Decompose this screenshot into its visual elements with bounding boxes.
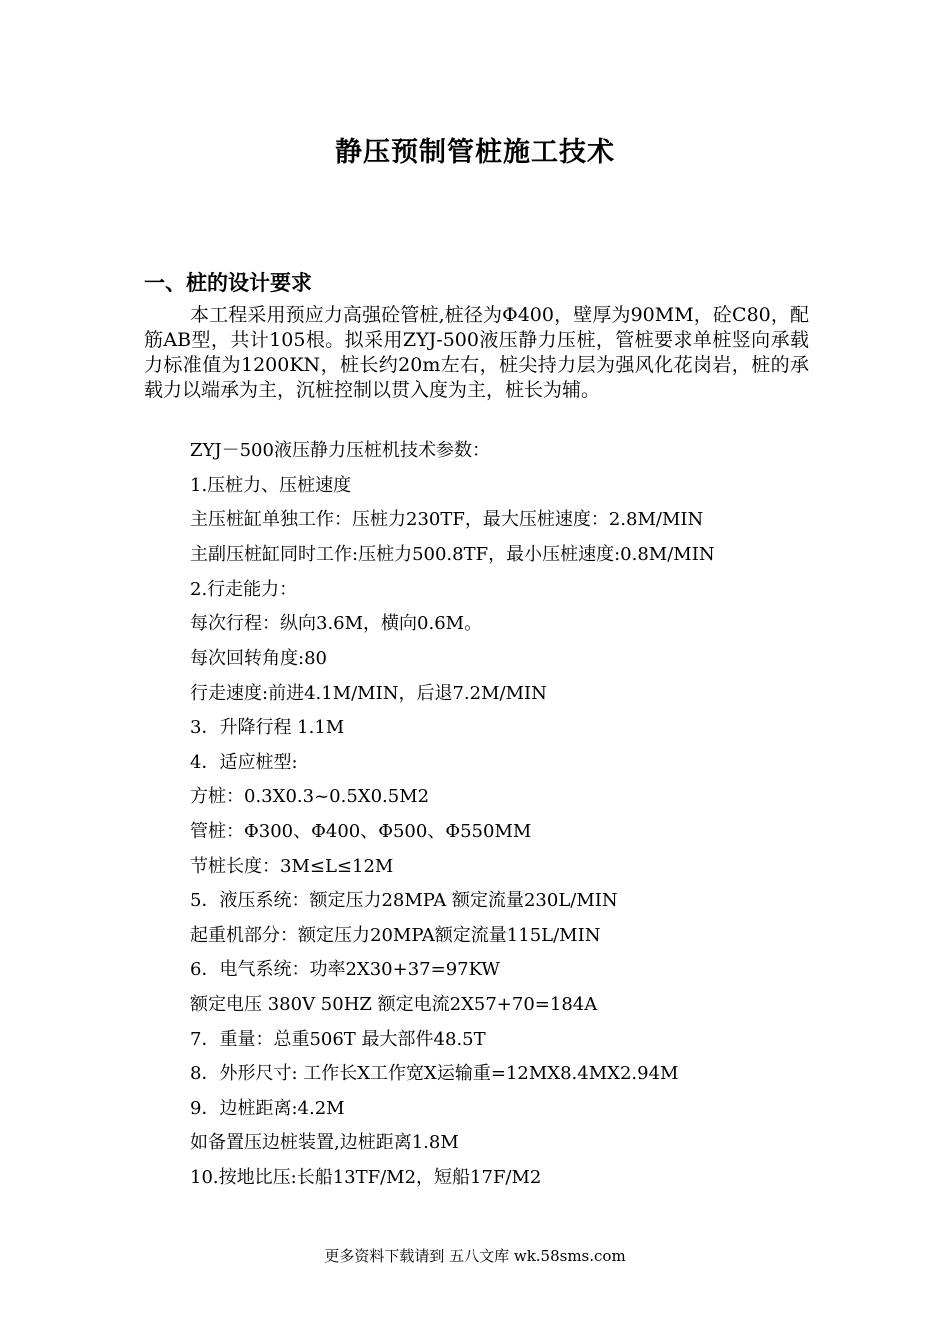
spec-line: 4．适应桩型: bbox=[190, 751, 298, 773]
spec-line: 节桩长度：3M≤L≤12M bbox=[190, 855, 394, 877]
spec-line: 主压桩缸单独工作：压桩力230TF，最大压桩速度：2.8M/MIN bbox=[190, 509, 704, 531]
spec-line: 起重机部分：额定压力20MPA额定流量115L/MIN bbox=[190, 924, 601, 946]
spec-line: 6．电气系统：功率2X30+37=97KW bbox=[190, 959, 500, 981]
spec-line: 1.压桩力、压桩速度 bbox=[190, 474, 352, 496]
spec-line: 每次行程：纵向3.6M，横向0.6M。 bbox=[190, 613, 483, 635]
spec-line: ZYJ－500液压静力压桩机技术参数： bbox=[190, 440, 490, 461]
spec-line: 9．边桩距离:4.2M bbox=[190, 1097, 345, 1119]
spec-line: 每次回转角度:80 bbox=[190, 647, 327, 669]
spec-line: 3．升降行程 1.1M bbox=[190, 717, 345, 739]
spec-line: 7．重量：总重506T 最大部件48.5T bbox=[190, 1028, 486, 1050]
spec-list bbox=[144, 434, 784, 1195]
spec-line: 额定电压 380V 50HZ 额定电流2X57+70=184A bbox=[190, 993, 598, 1015]
spec-line: 10.按地比压:长船13TF/M2，短船17F/M2 bbox=[190, 1166, 542, 1188]
spec-line: 行走速度:前进4.1M/MIN，后退7.2M/MIN bbox=[190, 682, 547, 704]
section-heading: 一、桩的设计要求 bbox=[144, 270, 312, 295]
spec-line: 主副压桩缸同时工作:压桩力500.8TF，最小压桩速度:0.8M/MIN bbox=[190, 543, 715, 565]
document-title: 静压预制管桩施工技术 bbox=[335, 137, 615, 168]
spec-line: 方桩：0.3X0.3~0.5X0.5M2 bbox=[190, 786, 430, 808]
spec-line: 如备置压边桩装置,边桩距离1.8M bbox=[190, 1132, 459, 1154]
intro-paragraph: 本工程采用预应力高强砼管桩,桩径为Φ400，壁厚为90MM，砼C80，配筋AB型，共计105根。拟采用ZYJ-500液压静力压桩，管桩要求单桩竖向承载力标准值为1200KN，桩长约20m左右，桩尖持力层为强风化花岗岩，桩的承载力以端承为主，沉桩控制以贯入度为主，桩长为辅。 bbox=[144, 304, 809, 401]
spec-line: 5．液压系统：额定压力28MPA 额定流量230L/MIN bbox=[190, 890, 618, 912]
spec-line: 管桩：Φ300、Φ400、Φ500、Φ550MM bbox=[190, 820, 532, 842]
spec-line: 8．外形尺寸: 工作长X工作宽X运输重=12MX8.4MX2.94M bbox=[190, 1063, 679, 1085]
spec-line: 2.行走能力： bbox=[190, 578, 298, 600]
footer-link-text: 更多资料下载请到 五八文库 wk.58sms.com bbox=[324, 1247, 626, 1265]
